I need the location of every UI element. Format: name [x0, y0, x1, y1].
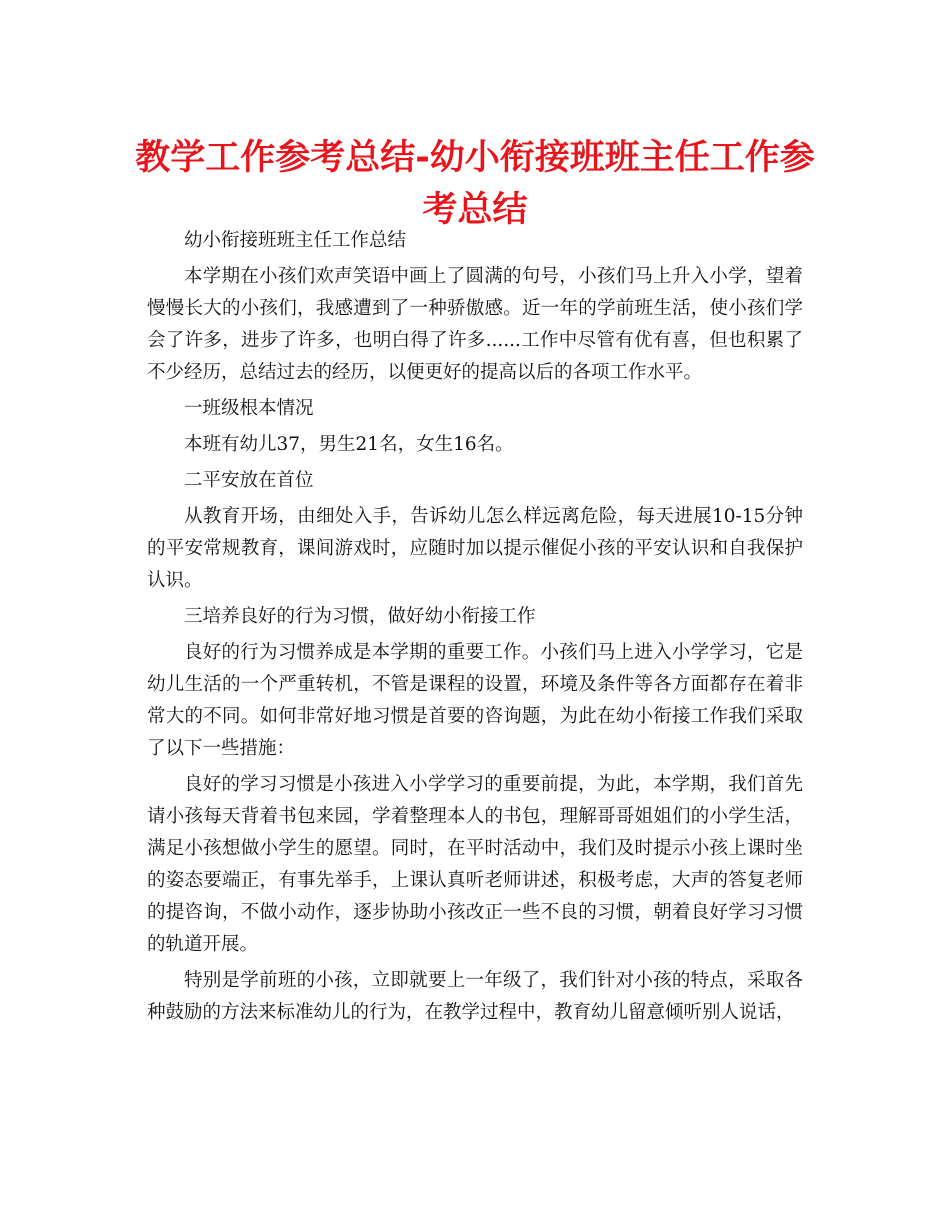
paragraph-safety: 从教育开场，由细处入手，告诉幼儿怎么样远离危险，每天进展10-15分钟的平安常规教育，课间游戏时，应随时加以提示催促小孩的平安认识和自我保护认识。 [147, 506, 803, 591]
paragraph-habits: 良好的行为习惯养成是本学期的重要工作。小孩们马上进入小学学习，它是幼儿生活的一个严重转机，不管是课程的设置，环境及条件等各方面都存在着非常大的不同。如何非常好地习惯是首要的咨询题，为此在幼小衔接工作我们采取了以下一些措施： [147, 642, 803, 759]
document-body [147, 225, 803, 1033]
paragraph-study-habits: 良好的学习习惯是小孩进入小学学习的重要前提，为此，本学期，我们首先请小孩每天背着书包来园，学着整理本人的书包，理解哥哥姐姐们的小学生活，满足小孩想做小学生的愿望。同时，在平时活动中，我们及时提示小孩上课时坐的姿态要端正，有事先举手，上课认真听老师讲述，积极考虑，大声的答复老师的提咨询，不做小动作，逐步协助小孩改正一些不良的习惯，朝着良好学习习惯的轨道开展。 [147, 774, 803, 955]
section-heading-3: 三培养良好的行为习惯，做好幼小衔接工作 [184, 606, 536, 627]
section-heading-2: 二平安放在首位 [184, 470, 314, 491]
paragraph-subtitle: 幼小衔接班班主任工作总结 [184, 230, 407, 251]
section-heading-1: 一班级根本情况 [184, 398, 314, 419]
paragraph-preschool: 特别是学前班的小孩，立即就要上一年级了，我们针对小孩的特点，采取各种鼓励的方法来标准幼儿的行为，在教学过程中，教育幼儿留意倾听别人说话， [147, 970, 803, 1023]
document-title: 教学工作参考总结-幼小衔接班班主任工作参考总结 [135, 138, 815, 230]
paragraph-intro: 本学期在小孩们欢声笑语中画上了圆满的句号，小孩们马上升入小学，望着慢慢长大的小孩们，我感遭到了一种骄傲感。近一年的学前班生活，使小孩们学会了许多，进步了许多，也明白得了许多......工作中尽管有优有喜，但也积累了不少经历，总结过去的经历，以便更好的提高以后的各项工作水平。 [147, 266, 803, 383]
paragraph-class-info: 本班有幼儿37，男生21名，女生16名。 [184, 434, 514, 455]
